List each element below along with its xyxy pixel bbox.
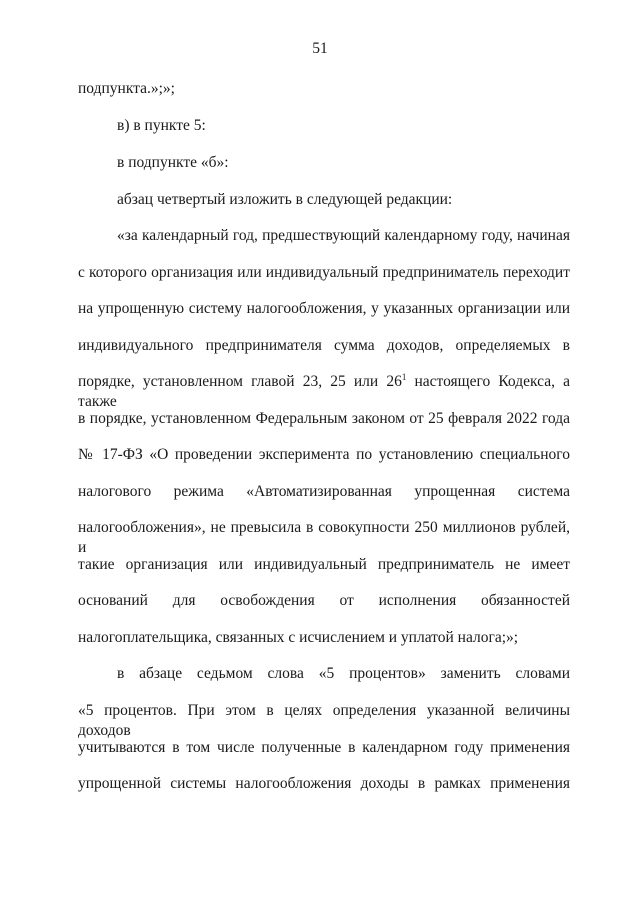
text-line: оснований для освобождения от исполнения обязанностей bbox=[78, 592, 570, 609]
text-line: упрощенной системы налогообложения доходы в рамках применения bbox=[78, 775, 570, 792]
text-line: № 17-ФЗ «О проведении эксперимента по установлению специального bbox=[78, 446, 570, 463]
text-line: в абзаце седьмом слова «5 процентов» заменить словами bbox=[117, 665, 570, 682]
page-number: 51 bbox=[312, 40, 328, 57]
text-segment: настоящего Кодекса, а также bbox=[78, 373, 570, 410]
text-line: «за календарный год, предшествующий календарному году, начиная bbox=[117, 227, 570, 244]
text-line: учитываются в том числе полученные в календарном году применения bbox=[78, 739, 570, 756]
text-line: «5 процентов. При этом в целях определения указанной величины доходов bbox=[78, 702, 570, 739]
text-line: абзац четвертый изложить в следующей редакции: bbox=[117, 191, 453, 208]
text-line: такие организация или индивидуальный предприниматель не имеет bbox=[78, 556, 570, 573]
text-line: в) в пункте 5: bbox=[117, 117, 206, 134]
text-line: налогового режима «Автоматизированная упрощенная система bbox=[78, 483, 570, 500]
text-segment: порядке, установленном главой 23, 25 или 26 bbox=[78, 373, 402, 390]
text-line: подпункта.»;»; bbox=[78, 80, 175, 97]
text-line: индивидуального предпринимателя сумма доходов, определяемых в bbox=[78, 337, 570, 354]
text-line: налогоплательщика, связанных с исчислением и уплатой налога;»; bbox=[78, 629, 519, 646]
text-line: в подпункте «б»: bbox=[117, 154, 229, 171]
text-line: на упрощенную систему налогообложения, у указанных организации или bbox=[78, 300, 570, 317]
text-line: налогообложения», не превысила в совокупности 250 миллионов рублей, и bbox=[78, 519, 570, 556]
text-line: в порядке, установленном Федеральным законом от 25 февраля 2022 года bbox=[78, 410, 570, 427]
text-line-with-superscript bbox=[78, 372, 570, 412]
text-line: с которого организация или индивидуальный предприниматель переходит bbox=[78, 264, 570, 281]
superscript: 1 bbox=[401, 371, 407, 382]
